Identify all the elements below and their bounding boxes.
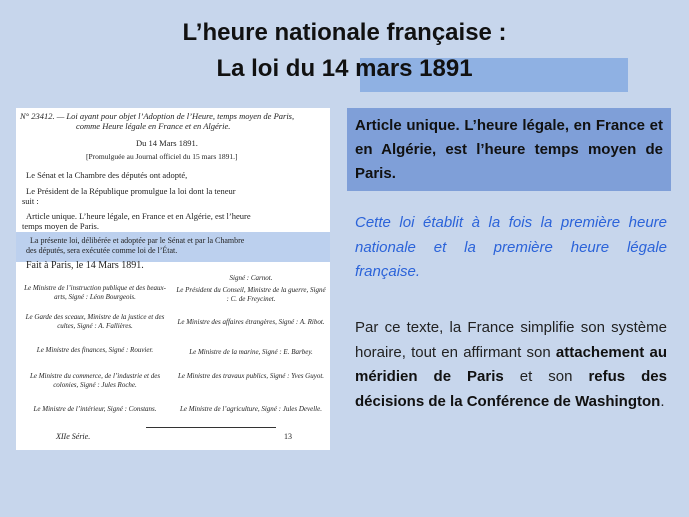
signature-left: Le Ministre du commerce, de l’industrie et des colonies, Signé : Jules Roche. [29,372,161,389]
signature-right: Le Ministre des affaires étrangères, Signé : A. Ribot. [177,318,325,326]
context-paragraph [355,316,667,414]
paragraph-emphasis: attachement au méridien de Paris [355,343,667,385]
paragraph-emphasis: refus des décisions de la Conférence de Washington [355,368,667,410]
doc-line: Le Président de la République promulgue la loi dont la teneur [26,186,236,196]
signature-right: Le Ministre des travaux publics, Signé : Yves Guyot. [177,372,325,380]
signature-left: Le Ministre de l’intérieur, Signé : Constans. [33,405,157,413]
doc-line: La présente loi, délibérée et adoptée par le Sénat et par la Chambre [30,236,245,245]
paragraph-text: et son [503,368,589,385]
doc-footer-page: 13 [284,432,292,441]
doc-line: Fait à Paris, le 14 Mars 1891. [26,260,144,271]
doc-line: Le Sénat et la Chambre des députés ont adopté, [26,170,188,180]
doc-line: suit : [22,196,39,206]
article-unique-box [347,108,671,191]
slide-title-line1: L’heure nationale française : [182,19,507,46]
doc-footer-rule [146,427,276,428]
signature-right: Le Ministre de la marine, Signé : E. Barbey. [189,348,313,356]
doc-line: Du 14 Mars 1891. [136,138,198,148]
signature-right: Le Président du Conseil, Ministre de la guerre, Signé : C. de Freycinet. [176,286,326,303]
doc-line: Article unique. L’heure légale, en France et en Algérie, est l’heure [26,211,251,221]
signature-left: Le Ministre des finances, Signé : Rouvier. [36,346,154,354]
signature-right: Le Ministre de l’agriculture, Signé : Jules Develle. [180,405,322,413]
signature-left: Le Garde des sceaux, Ministre de la justice et des cultes, Signé : A. Fallières. [25,313,165,330]
doc-line: comme Heure légale en France et en Algérie. [76,121,231,131]
law-significance-quote: Cette loi établit à la fois la première heure nationale et la première heure légale française. [355,214,667,280]
doc-line: temps moyen de Paris. [22,221,99,231]
signature-right: Signé : Carnot. [229,274,273,282]
doc-line: N° 23412. — Loi ayant pour objet l’Adoption de l’Heure, temps moyen de Paris, [20,111,295,121]
doc-footer-series: XIIe Série. [56,432,91,441]
signature-left: Le Ministre de l’instruction publique et des beaux-arts, Signé : Léon Bourgeois. [24,284,166,301]
doc-line: [Promulguée au Journal officiel du 15 mars 1891.] [86,152,238,161]
paragraph-text: . [660,392,665,410]
paragraph-text: Par ce texte, la France simplifie son système horaire, tout en affirmant son [355,319,667,361]
article-unique-text: Article unique. L’heure légale, en France et en Algérie, est l’heure temps moyen de Paris. [355,117,663,182]
doc-line: des députés, sera exécutée comme loi de l’État. [26,246,178,255]
law-document-scan [16,108,330,450]
slide-title-line2: La loi du 14 mars 1891 [216,55,473,82]
